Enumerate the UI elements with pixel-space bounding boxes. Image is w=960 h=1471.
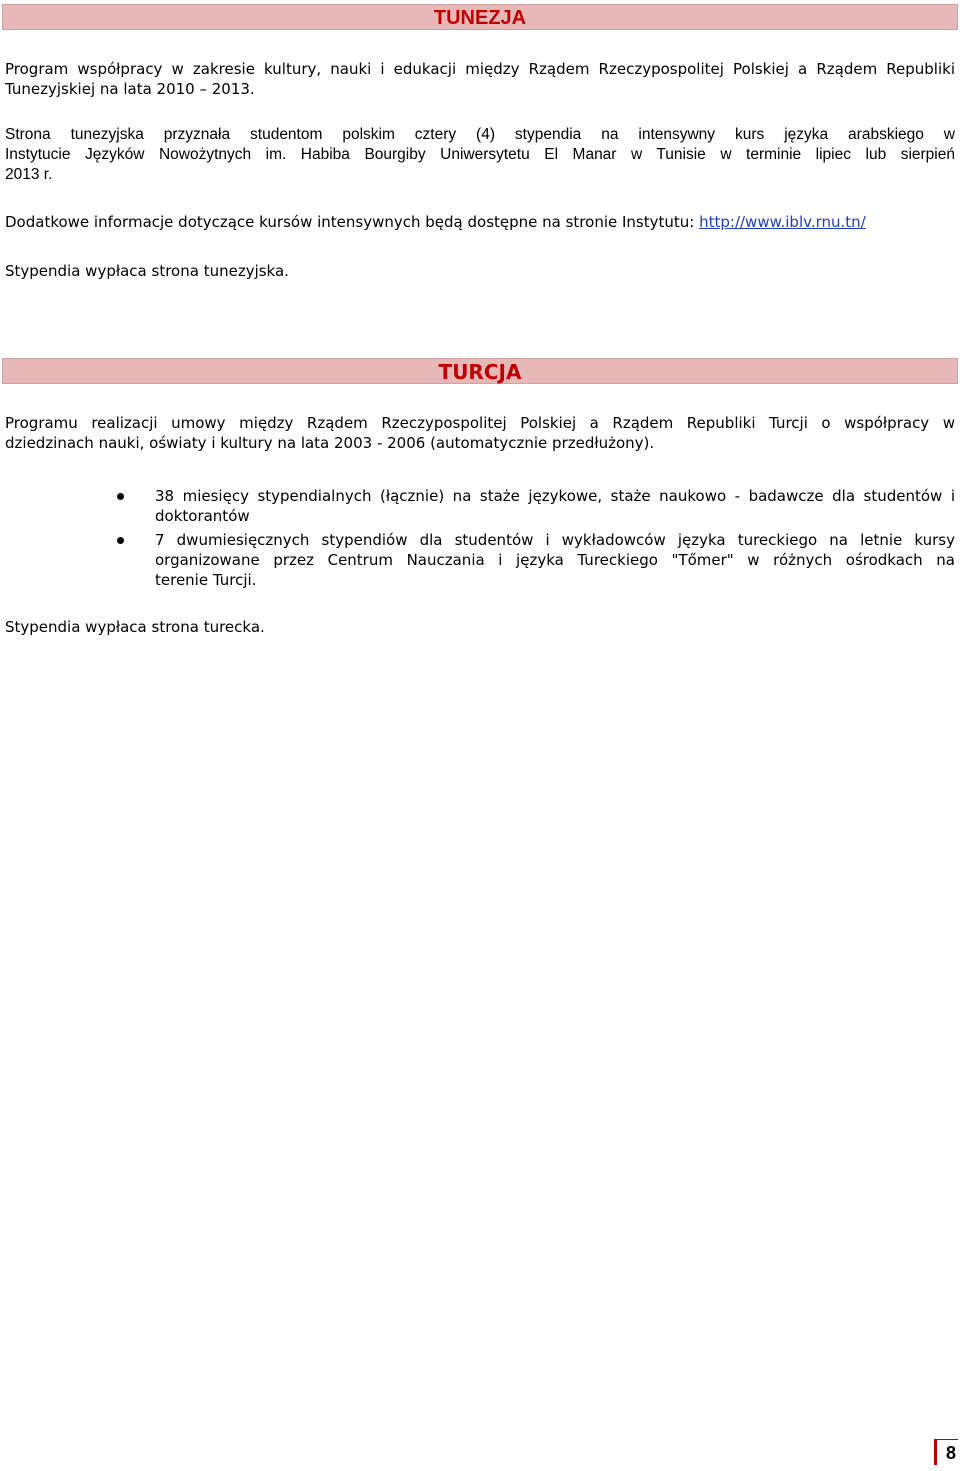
text-line: 38 miesięcy stypendialnych (łącznie) na staże językowe, staże naukowo - badawcze dla studentów i bbox=[155, 487, 955, 505]
text-line: 7 dwumiesięcznych stypendiów dla studentów i wykładowców języka tureckiego na letnie kursy bbox=[155, 531, 955, 549]
paragraph-stypendia-wyplaca-turcja: Stypendia wypłaca strona turecka. bbox=[5, 618, 265, 636]
text-line: organizowane przez Centrum Nauczania i języka Tureckiego "Tőmer" w różnych ośrodkach na bbox=[155, 551, 955, 569]
text-line: Tunezyjskiej na lata 2010 – 2013. bbox=[5, 80, 255, 98]
paragraph-program-turcja bbox=[5, 413, 955, 453]
text-line: Programu realizacji umowy między Rządem Rzeczypospolitej Polskiej a Rządem Republiki Turcji o współpracy w bbox=[5, 414, 955, 432]
page-number: 8 bbox=[934, 1439, 958, 1465]
section-heading-tunezja: TUNEZJA bbox=[2, 4, 958, 30]
text-line: doktorantów bbox=[155, 507, 250, 525]
bullet-icon bbox=[117, 537, 124, 544]
text-line: terenie Turcji. bbox=[155, 571, 257, 589]
institute-link[interactable]: http://www.iblv.rnu.tn/ bbox=[699, 213, 866, 231]
list-item bbox=[5, 530, 955, 590]
list-item bbox=[5, 486, 955, 526]
paragraph-dodatkowe-informacje bbox=[5, 212, 955, 232]
text-line: 2013 r. bbox=[5, 166, 53, 183]
bullet-icon bbox=[117, 493, 124, 500]
paragraph-program-tunezja bbox=[5, 59, 955, 99]
paragraph-stypendia-wyplaca-tunezja: Stypendia wypłaca strona tunezyjska. bbox=[5, 262, 289, 280]
text-line: Program współpracy w zakresie kultury, nauki i edukacji między Rządem Rzeczypospolitej Polskiej a Rządem Republiki bbox=[5, 60, 955, 78]
section-heading-turcja: TURCJA bbox=[2, 358, 958, 384]
scholarship-list bbox=[5, 486, 955, 590]
text-line: Instytucie Języków Nowożytnych im. Habiba Bourgiby Uniwersytetu El Manar w Tunisie w terminie lipiec lub sierpień bbox=[5, 146, 955, 163]
text-line: Strona tunezyjska przyznała studentom polskim cztery (4) stypendia na intensywny kurs języka arabskiego w bbox=[5, 126, 955, 143]
text-span: Dodatkowe informacje dotyczące kursów intensywnych będą dostępne na stronie Instytutu: bbox=[5, 213, 700, 231]
text-line: dziedzinach nauki, oświaty i kultury na lata 2003 - 2006 (automatycznie przedłużony). bbox=[5, 434, 655, 452]
paragraph-stypendia-tunezja bbox=[5, 125, 955, 185]
